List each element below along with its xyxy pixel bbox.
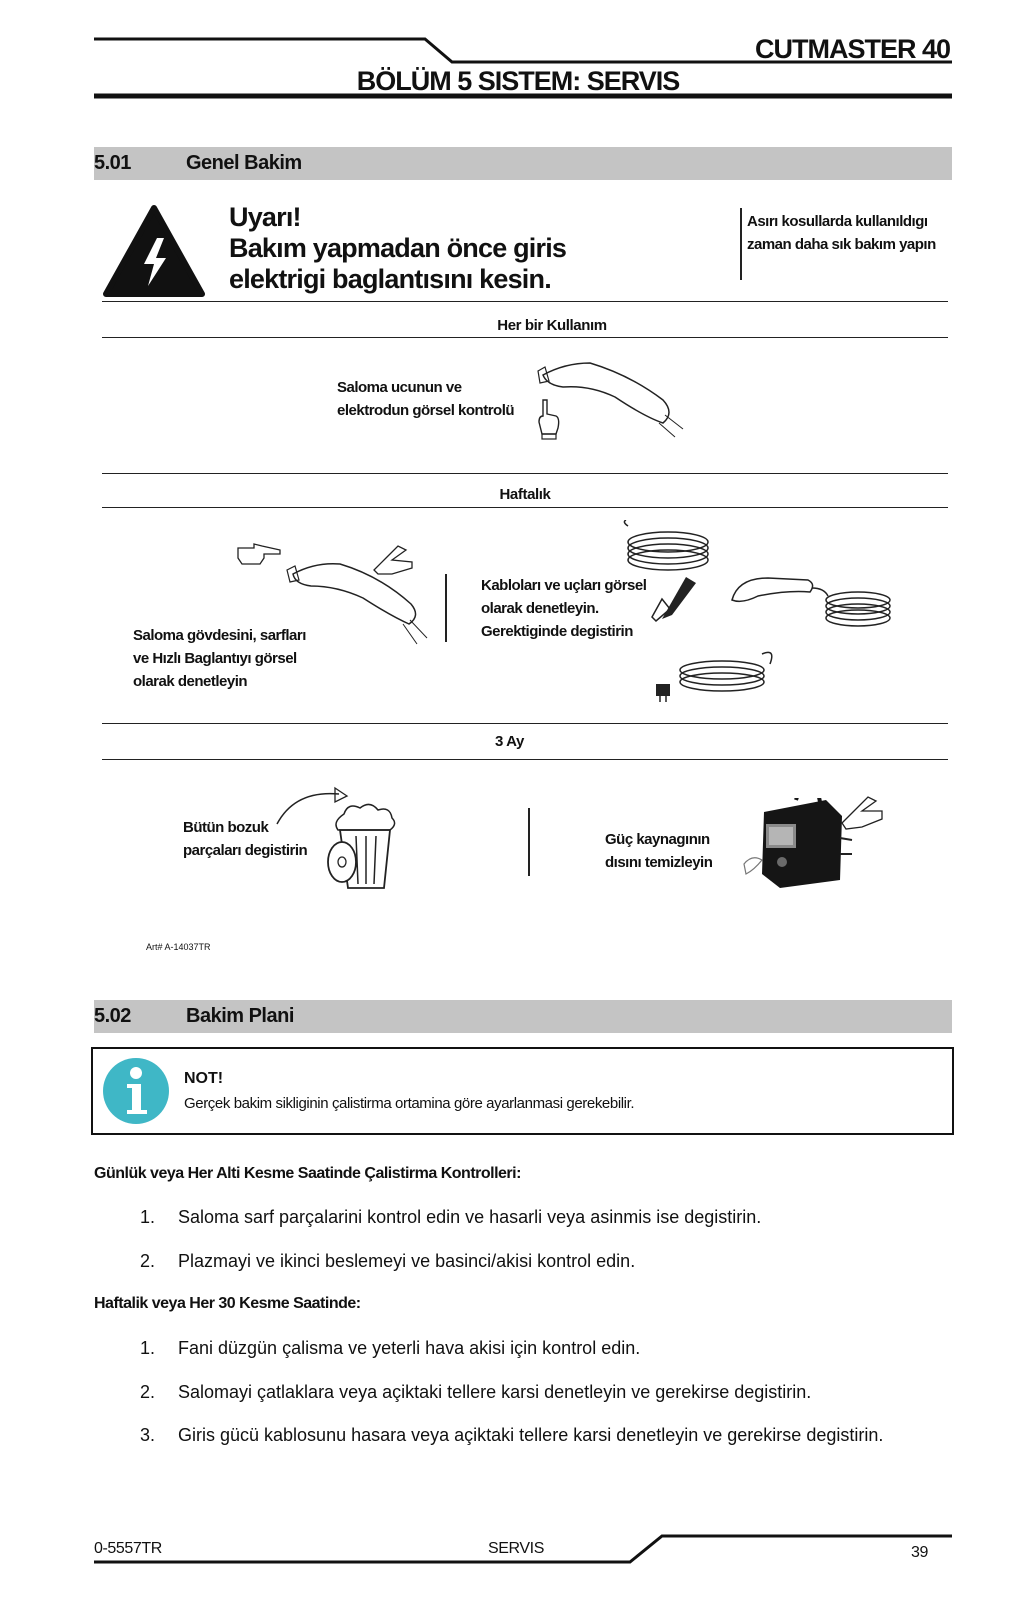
side-note-line-1: Asırı kosullarda kullanıldıgı (747, 213, 928, 230)
tip-caption-line-2: elektrodun görsel kontrolü (337, 402, 515, 419)
list-number: 2. (140, 1251, 156, 1271)
clean-caption-line-2: dısını temizleyin (605, 854, 713, 871)
tip-caption-line-1: Saloma ucunun ve (337, 379, 462, 396)
divider (445, 574, 447, 642)
row-label-weekly: Haftalık (499, 486, 551, 503)
info-icon (101, 1056, 171, 1126)
divider (740, 208, 742, 280)
note-title: NOT! (184, 1070, 224, 1087)
page-number: 39 (911, 1544, 928, 1561)
chapter-title: BÖLÜM 5 SISTEM: SERVIS (356, 66, 680, 96)
list-text: Saloma sarf parçalarini kontrol edin ve hasarli veya asinmis ise degistirin. (178, 1207, 762, 1227)
list-text: Giris gücü kablosunu hasara veya açiktaki tellere karsi denetleyin ve gerekirse degistirin. (178, 1425, 884, 1445)
clean-caption (605, 828, 712, 874)
side-note-line-2: zaman daha sık bakım yapın (747, 236, 936, 253)
table-rule (102, 337, 948, 338)
table-rule (102, 507, 948, 508)
pointing-hand-icon (840, 795, 884, 831)
divider (528, 808, 530, 876)
section-title: Bakim Plani (186, 1005, 294, 1027)
product-title: CUTMASTER 40 (754, 34, 950, 64)
weekly-heading: Haftalik veya Her 30 Kesme Saatinde: (94, 1295, 361, 1312)
pointing-hand-icon (536, 398, 562, 440)
list-text: Salomayi çatlaklara veya açiktaki tellere karsi denetleyin ve gerekirse degistirin. (178, 1382, 812, 1402)
footer-section: SERVIS (488, 1540, 544, 1557)
body-caption-line-1: Saloma gövdesini, sarfları (133, 627, 306, 644)
cables-caption (481, 574, 646, 643)
body-caption-line-3: olarak denetleyin (133, 673, 248, 690)
list-number: 3. (140, 1425, 156, 1445)
replace-caption-line-2: parçaları degistirin (183, 842, 308, 859)
note-body: Gerçek bakim sikliginin çalistirma ortamina göre ayarlanmasi gerekebilir. (184, 1095, 635, 1112)
warning-line-3: elektrigi baglantısını kesin. (229, 264, 551, 294)
list-text: Fani düzgün çalisma ve yeterli hava akisi için kontrol edin. (178, 1338, 641, 1358)
warning-line-1: Uyarı! (229, 202, 301, 232)
section-number: 5.02 (94, 1005, 131, 1027)
cables-caption-line-3: Gerektiginde degistirin (481, 623, 633, 640)
replace-caption-line-1: Bütün bozuk (183, 819, 269, 836)
section-bar-5-01 (94, 147, 952, 180)
trash-bin-icon (326, 800, 402, 892)
torch-cable-icon (728, 574, 898, 634)
list-number: 2. (140, 1382, 156, 1402)
list-number: 1. (140, 1338, 156, 1358)
body-caption-line-2: ve Hızlı Baglantıyı görsel (133, 650, 297, 667)
list-text: Plazmayi ve ikinci beslemeyi ve basinci/akisi kontrol edin. (178, 1251, 636, 1271)
cables-caption-line-1: Kabloları ve uçları görsel (481, 577, 647, 594)
body-caption (133, 624, 306, 693)
pointing-hand-icon (372, 544, 416, 576)
pointing-hand-icon (236, 542, 282, 568)
power-cord-icon (652, 644, 782, 706)
table-rule (102, 723, 948, 724)
daily-heading: Günlük veya Her Alti Kesme Saatinde Çalistirma Kontrolleri: (94, 1165, 521, 1182)
warning-side-note (747, 210, 936, 256)
table-rule (102, 473, 948, 474)
high-voltage-icon (102, 204, 206, 298)
list-number: 1. (140, 1207, 156, 1227)
clean-caption-line-1: Güç kaynagının (605, 831, 710, 848)
warning-line-2: Bakım yapmadan önce giris (229, 233, 567, 263)
section-bar-5-02 (94, 1000, 952, 1033)
section-title: Genel Bakim (186, 152, 302, 174)
section-number: 5.01 (94, 152, 131, 174)
row-label-three-months: 3 Ay (495, 733, 524, 750)
table-rule (102, 759, 948, 760)
table-rule (102, 301, 948, 302)
ground-clamp-icon (650, 575, 700, 623)
note-box (91, 1047, 954, 1135)
warning-text (229, 202, 566, 295)
tip-caption (337, 376, 514, 422)
art-number: Art# A-14037TR (146, 942, 211, 952)
doc-number: 0-5557TR (94, 1540, 162, 1557)
cables-caption-line-2: olarak denetleyin. (481, 600, 599, 617)
row-label-every-use: Her bir Kullanım (497, 317, 607, 334)
